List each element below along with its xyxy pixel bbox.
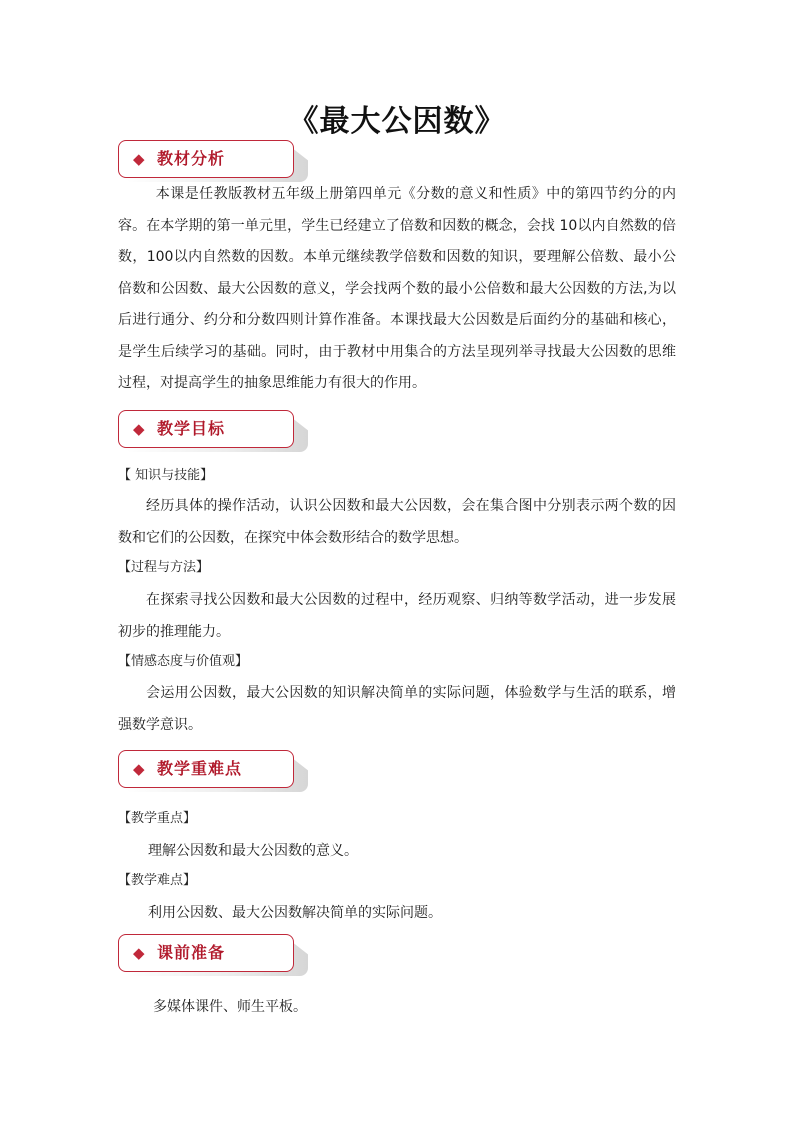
difficulty-label: 【教学难点】 (118, 873, 197, 888)
page-title: 《最大公因数》 (288, 104, 506, 139)
header-box (118, 140, 294, 178)
diamond-bullet-icon: ◆ (133, 760, 145, 778)
process-paragraph: 在探索寻找公因数和最大公因数的过程中，经历观察、归纳等数学活动，进一步发展初步的推理能力。 (118, 592, 676, 640)
section-heading: 课前准备 (157, 943, 226, 962)
section-heading: 教学重难点 (157, 759, 243, 778)
knowledge-label: 【 知识与技能】 (118, 468, 214, 483)
focus-label: 【教学重点】 (118, 811, 197, 826)
diamond-bullet-icon: ◆ (133, 944, 145, 962)
section-header-analysis (118, 140, 294, 178)
diamond-bullet-icon: ◆ (133, 420, 145, 438)
focus-text: 理解公因数和最大公因数的意义。 (148, 843, 358, 859)
knowledge-paragraph: 经历具体的操作活动，认识公因数和最大公因数，会在集合图中分别表示两个数的因数和它们的公因数，在探究中体会数形结合的数学思想。 (118, 498, 676, 546)
section-header-objectives (118, 410, 294, 448)
header-box (118, 934, 294, 972)
attitude-label: 【情感态度与价值观】 (118, 654, 249, 669)
difficulty-text: 利用公因数、最大公因数解决简单的实际问题。 (148, 905, 442, 921)
analysis-paragraph: 本课是任教版教材五年级上册第四单元《分数的意义和性质》中的第四节约分的内容。在本学期的第一单元里，学生已经建立了倍数和因数的概念，会找 10以内自然数的倍数，100以内自然数的因数。本单元继续教学倍数和因数的知识，要理解公倍数、最小公倍数和公因数、最大公因数的意义，学会找两个数的最小公倍数和最大公因数的方法,为以后进行通分、约分和分数四则计算作准备。本课找最大公因数是后面约分的基础和核心，是学生后续学习的基础。同时，由于教材中用集合的方法呈现列举寻找最大公因数的思维过程，对提高学生的抽象思维能力有很大的作用。 (118, 186, 676, 391)
section-header-key-points (118, 750, 294, 788)
section-header-preparation (118, 934, 294, 972)
section-heading: 教学目标 (157, 419, 226, 438)
section-heading: 教材分析 (157, 149, 226, 168)
diamond-bullet-icon: ◆ (133, 150, 145, 168)
process-label: 【过程与方法】 (118, 560, 210, 575)
attitude-paragraph: 会运用公因数，最大公因数的知识解决简单的实际问题，体验数学与生活的联系，增强数学意识。 (118, 685, 676, 733)
preparation-text: 多媒体课件、师生平板。 (153, 999, 307, 1015)
header-box (118, 750, 294, 788)
header-box (118, 410, 294, 448)
